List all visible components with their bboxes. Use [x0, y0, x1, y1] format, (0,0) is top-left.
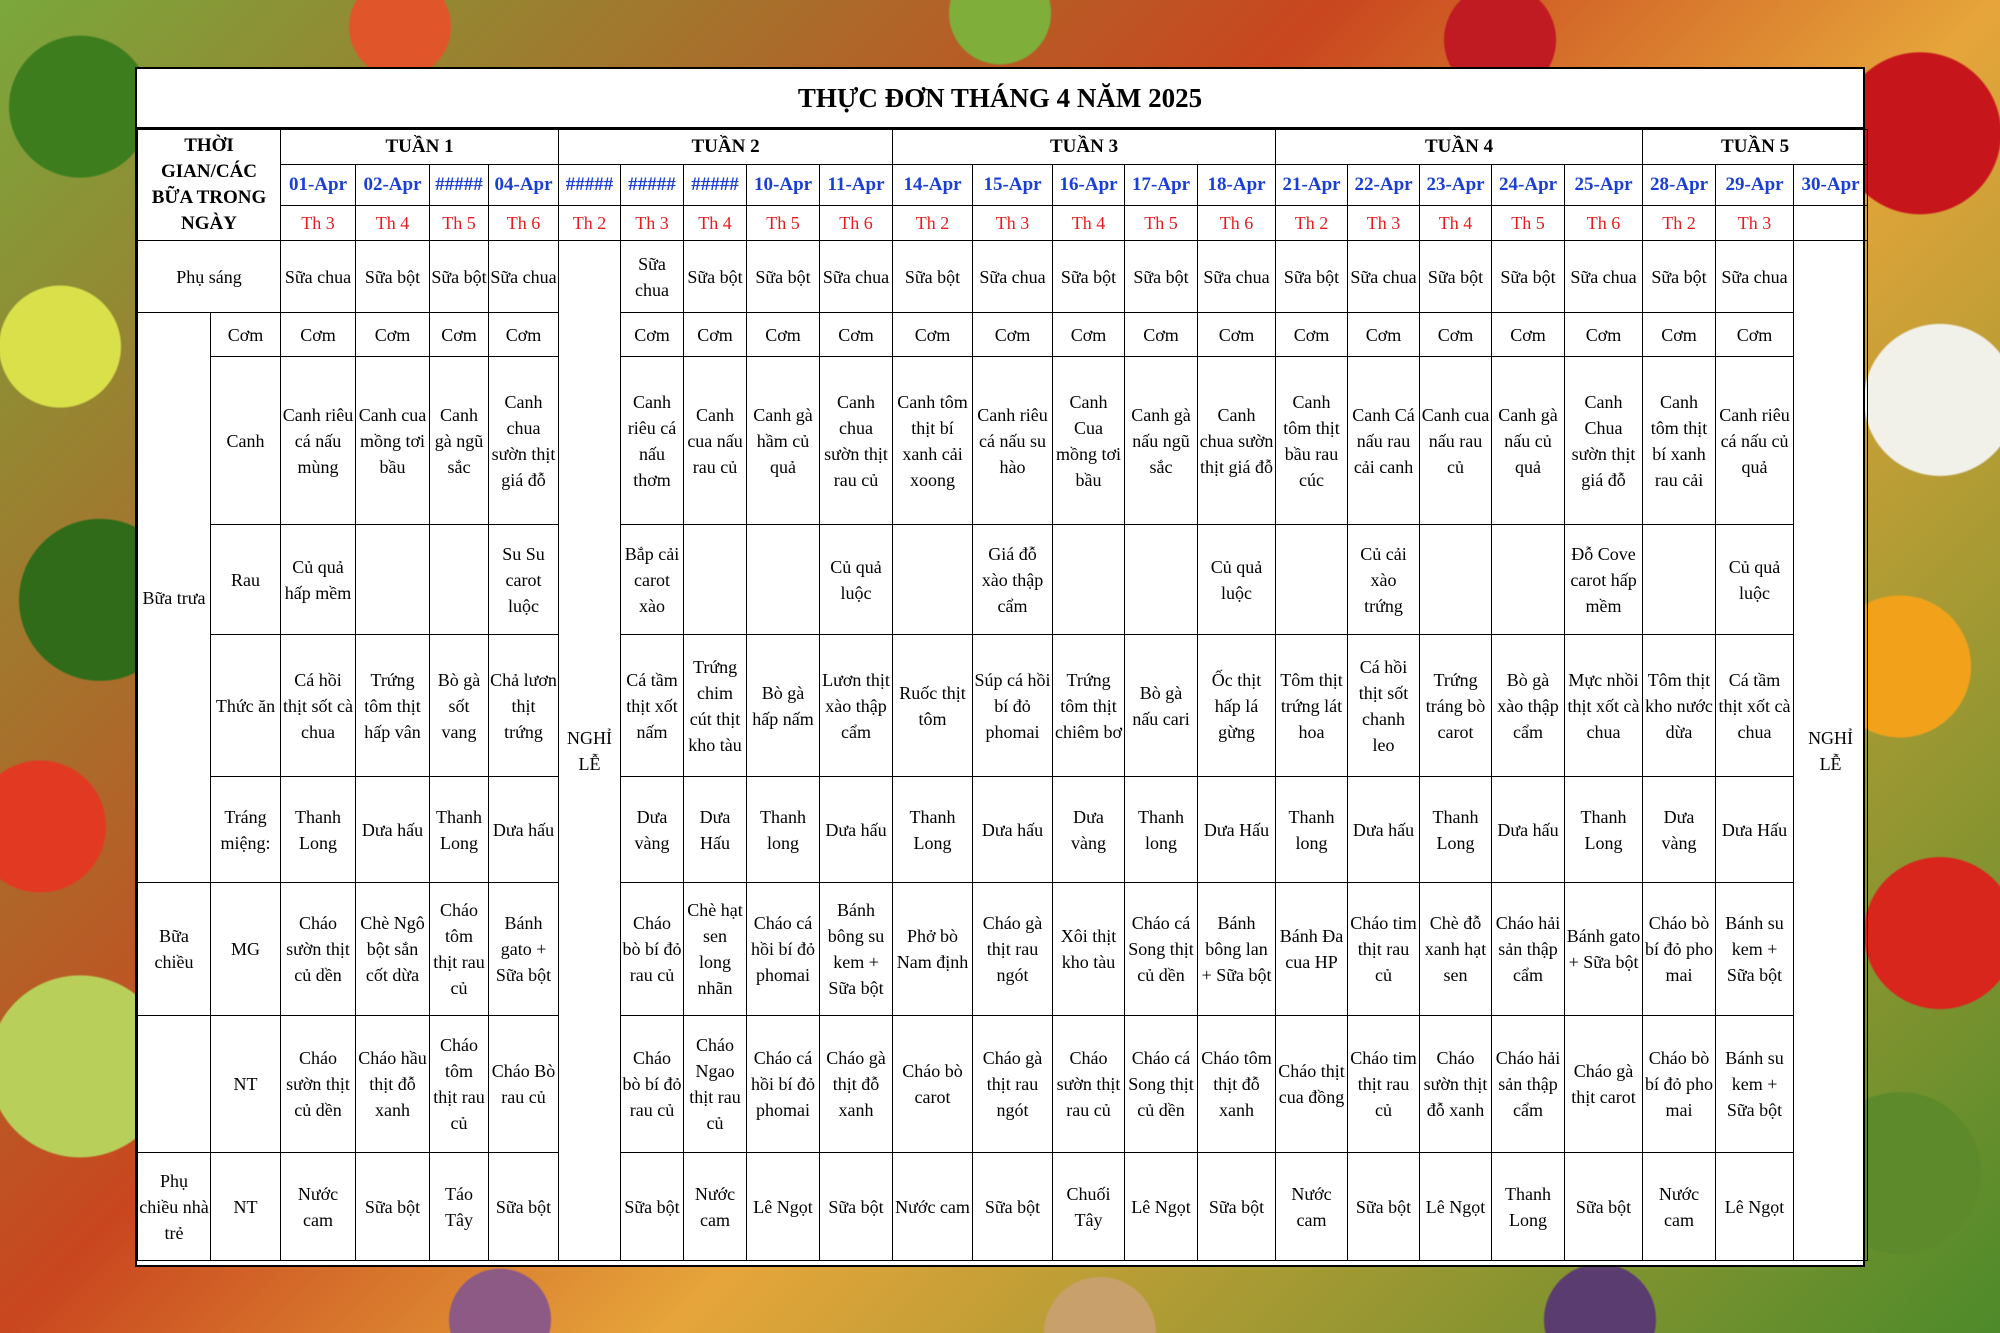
menu-cell: Canh cua nấu rau củ	[1420, 357, 1492, 525]
menu-cell: Chè đỗ xanh hạt sen	[1420, 883, 1492, 1016]
menu-cell: Canh riêu cá nấu củ quả	[1716, 357, 1794, 525]
menu-cell: Cháo tôm thịt rau củ	[430, 883, 489, 1016]
date-cell: #####	[684, 165, 747, 206]
menu-cell: Sữa chua	[1716, 241, 1794, 313]
menu-cell: Cơm	[1348, 313, 1420, 357]
menu-cell: Chè Ngô bột sắn cốt dừa	[356, 883, 430, 1016]
weekday-cell: Th 6	[1565, 206, 1643, 241]
menu-cell: Thanh Long	[430, 777, 489, 883]
menu-cell: Cháo tôm thịt đỗ xanh	[1198, 1016, 1276, 1153]
menu-cell: Chả lươn thịt trứng	[489, 635, 559, 777]
menu-cell: Cháo bò bí đỏ rau củ	[621, 1016, 684, 1153]
menu-cell: Thanh long	[1125, 777, 1198, 883]
menu-cell	[893, 525, 973, 635]
menu-cell: Thanh long	[747, 777, 820, 883]
holiday-cell: NGHỈ LỄ	[559, 241, 621, 1261]
weekday-cell	[1794, 206, 1868, 241]
weekday-cell: Th 5	[747, 206, 820, 241]
menu-cell: Canh Cua mồng tơi bầu	[1053, 357, 1125, 525]
menu-cell: Canh gà ngũ sắc	[430, 357, 489, 525]
menu-cell: Cháo sườn thịt củ dền	[281, 883, 356, 1016]
menu-cell: Phở bò Nam định	[893, 883, 973, 1016]
menu-cell: Bò gà sốt vang	[430, 635, 489, 777]
menu-cell: Cơm	[1125, 313, 1198, 357]
menu-cell: Bánh bông su kem + Sữa bột	[820, 883, 893, 1016]
week-header: TUẦN 4	[1276, 130, 1643, 165]
menu-cell: Củ quả hấp mềm	[281, 525, 356, 635]
menu-cell: Canh chua sườn thịt rau củ	[820, 357, 893, 525]
menu-cell: Sữa chua	[820, 241, 893, 313]
weekday-cell: Th 2	[893, 206, 973, 241]
weekday-cell: Th 4	[1420, 206, 1492, 241]
meal-label: Phụ sáng	[138, 241, 281, 313]
sub-label: Canh	[211, 357, 281, 525]
menu-cell: Củ cải xào trứng	[1348, 525, 1420, 635]
menu-cell: Sữa bột	[1420, 241, 1492, 313]
meal-label: Bữa chiều	[138, 883, 211, 1016]
menu-cell: Dưa hấu	[973, 777, 1053, 883]
menu-cell: Canh Cá nấu rau cải canh	[1348, 357, 1420, 525]
table-row	[138, 777, 1868, 883]
menu-cell	[1643, 525, 1716, 635]
date-cell: #####	[559, 165, 621, 206]
weekday-cell: Th 5	[1125, 206, 1198, 241]
meal-label: Phụ chiều nhà trẻ	[138, 1153, 211, 1261]
date-cell: 14-Apr	[893, 165, 973, 206]
menu-cell: Cơm	[684, 313, 747, 357]
menu-cell: Canh chua sườn thịt giá đỗ	[489, 357, 559, 525]
date-cell: 04-Apr	[489, 165, 559, 206]
menu-cell: Sữa bột	[1492, 241, 1565, 313]
menu-cell: Sữa chua	[621, 241, 684, 313]
menu-cell: Cháo hải sản thập cẩm	[1492, 1016, 1565, 1153]
menu-cell: Dưa hấu	[820, 777, 893, 883]
weekday-cell: Th 5	[430, 206, 489, 241]
menu-cell: Cơm	[430, 313, 489, 357]
date-cell: 23-Apr	[1420, 165, 1492, 206]
menu-cell: Bò gà hấp nấm	[747, 635, 820, 777]
menu-cell: Cháo thịt cua đồng	[1276, 1016, 1348, 1153]
table-row	[138, 1153, 1868, 1261]
menu-cell: Sữa bột	[1198, 1153, 1276, 1261]
date-cell: 10-Apr	[747, 165, 820, 206]
menu-cell: Sữa bột	[1125, 241, 1198, 313]
menu-cell: Sữa bột	[489, 1153, 559, 1261]
meal-label: Bữa trưa	[138, 313, 211, 883]
menu-cell: Cháo hầu thịt đỗ xanh	[356, 1016, 430, 1153]
date-cell: 30-Apr	[1794, 165, 1868, 206]
menu-cell: Lươn thịt xào thập cẩm	[820, 635, 893, 777]
menu-cell: Cháo sườn thịt rau củ	[1053, 1016, 1125, 1153]
meal-label	[138, 1016, 211, 1153]
menu-cell: Cháo cá hồi bí đỏ phomai	[747, 883, 820, 1016]
menu-cell: Canh gà hầm củ quả	[747, 357, 820, 525]
menu-cell: Canh Chua sườn thịt giá đỗ	[1565, 357, 1643, 525]
menu-cell: Nước cam	[893, 1153, 973, 1261]
menu-cell: Canh gà nấu ngũ sắc	[1125, 357, 1198, 525]
menu-cell: Súp cá hồi bí đỏ phomai	[973, 635, 1053, 777]
menu-cell: Cháo gà thịt rau ngót	[973, 1016, 1053, 1153]
date-cell: 22-Apr	[1348, 165, 1420, 206]
menu-cell: Củ quả luộc	[820, 525, 893, 635]
menu-cell: Bò gà nấu cari	[1125, 635, 1198, 777]
menu-cell: Cháo tim thịt rau củ	[1348, 883, 1420, 1016]
menu-cell: Sữa bột	[747, 241, 820, 313]
menu-cell: Cháo tim thịt rau củ	[1348, 1016, 1420, 1153]
menu-cell: Cơm	[973, 313, 1053, 357]
sub-label: NT	[211, 1016, 281, 1153]
menu-cell: Cháo cá Song thịt củ dền	[1125, 1016, 1198, 1153]
table-row	[138, 525, 1868, 635]
menu-cell: Giá đỗ xào thập cẩm	[973, 525, 1053, 635]
menu-cell: Dưa Hấu	[1198, 777, 1276, 883]
sub-label: MG	[211, 883, 281, 1016]
menu-cell: Bánh Đa cua HP	[1276, 883, 1348, 1016]
menu-cell: Cháo gà thịt rau ngót	[973, 883, 1053, 1016]
weekday-cell: Th 2	[1643, 206, 1716, 241]
menu-cell: Nước cam	[1276, 1153, 1348, 1261]
weekday-cell: Th 6	[820, 206, 893, 241]
sub-label: Rau	[211, 525, 281, 635]
weekday-cell: Th 2	[1276, 206, 1348, 241]
menu-cell: Trứng tôm thịt hấp vân	[356, 635, 430, 777]
table-row	[138, 206, 1868, 241]
menu-cell: Lê Ngọt	[1420, 1153, 1492, 1261]
weekday-cell: Th 3	[1716, 206, 1794, 241]
date-cell: #####	[621, 165, 684, 206]
date-cell: 17-Apr	[1125, 165, 1198, 206]
date-cell: 02-Apr	[356, 165, 430, 206]
menu-cell: Canh gà nấu củ quả	[1492, 357, 1565, 525]
menu-cell: Sữa bột	[1643, 241, 1716, 313]
menu-cell: Ốc thịt hấp lá gừng	[1198, 635, 1276, 777]
page-title: THỰC ĐƠN THÁNG 4 NĂM 2025	[137, 69, 1863, 129]
weekday-cell: Th 4	[356, 206, 430, 241]
menu-cell: Trứng tráng bò carot	[1420, 635, 1492, 777]
menu-cell: Sữa bột	[973, 1153, 1053, 1261]
menu-cell: Nước cam	[281, 1153, 356, 1261]
menu-cell: Bánh su kem + Sữa bột	[1716, 1016, 1794, 1153]
date-cell: 21-Apr	[1276, 165, 1348, 206]
menu-cell: Cháo bò bí đỏ pho mai	[1643, 883, 1716, 1016]
sub-label: Thức ăn	[211, 635, 281, 777]
menu-cell: Cơm	[356, 313, 430, 357]
weekday-cell: Th 4	[1053, 206, 1125, 241]
menu-cell: Bắp cải carot xào	[621, 525, 684, 635]
table-row	[138, 357, 1868, 525]
menu-cell: Táo Tây	[430, 1153, 489, 1261]
menu-cell	[1492, 525, 1565, 635]
menu-cell: Sữa bột	[684, 241, 747, 313]
menu-cell: Cháo Ngao thịt rau củ	[684, 1016, 747, 1153]
menu-cell: Cá hồi thịt sốt chanh leo	[1348, 635, 1420, 777]
menu-cell: Sữa chua	[1565, 241, 1643, 313]
menu-cell: Su Su carot luộc	[489, 525, 559, 635]
table-row	[138, 1016, 1868, 1153]
menu-cell: Cháo cá Song thịt củ dền	[1125, 883, 1198, 1016]
menu-cell	[1053, 525, 1125, 635]
menu-cell: Dưa vàng	[1643, 777, 1716, 883]
menu-cell: Cơm	[281, 313, 356, 357]
menu-cell: Cơm	[1053, 313, 1125, 357]
menu-cell: Sữa bột	[621, 1153, 684, 1261]
menu-cell: Đỗ Cove carot hấp mềm	[1565, 525, 1643, 635]
menu-cell: Cơm	[489, 313, 559, 357]
menu-cell: Sữa chua	[281, 241, 356, 313]
menu-cell: Lê Ngọt	[1716, 1153, 1794, 1261]
menu-cell: Cháo gà thịt đỗ xanh	[820, 1016, 893, 1153]
menu-cell: Cháo tôm thịt rau củ	[430, 1016, 489, 1153]
menu-cell: Canh tôm thịt bí xanh cải xoong	[893, 357, 973, 525]
corner-label: THỜI GIAN/CÁC BỮA TRONG NGÀY	[138, 130, 281, 241]
menu-cell: Tôm thịt trứng lát hoa	[1276, 635, 1348, 777]
menu-cell: Cháo Bò rau củ	[489, 1016, 559, 1153]
weekday-cell: Th 6	[489, 206, 559, 241]
weekday-cell: Th 3	[1348, 206, 1420, 241]
menu-cell: Bánh gato + Sữa bột	[489, 883, 559, 1016]
menu-cell: Cháo cá hồi bí đỏ phomai	[747, 1016, 820, 1153]
menu-cell: Canh riêu cá nấu thơm	[621, 357, 684, 525]
menu-cell: Sữa bột	[893, 241, 973, 313]
date-cell: 29-Apr	[1716, 165, 1794, 206]
menu-cell: Dưa Hấu	[684, 777, 747, 883]
menu-cell: Canh tôm thịt bầu rau cúc	[1276, 357, 1348, 525]
menu-cell: Sữa chua	[973, 241, 1053, 313]
table-row	[138, 883, 1868, 1016]
menu-cell: Cơm	[1716, 313, 1794, 357]
week-header: TUẦN 5	[1643, 130, 1868, 165]
date-cell: 15-Apr	[973, 165, 1053, 206]
menu-cell: Sữa bột	[1565, 1153, 1643, 1261]
menu-cell: Trứng tôm thịt chiêm bơ	[1053, 635, 1125, 777]
menu-table	[137, 129, 1868, 1261]
menu-cell: Sữa bột	[820, 1153, 893, 1261]
table-row	[138, 165, 1868, 206]
menu-cell: Thanh Long	[893, 777, 973, 883]
menu-cell: Sữa chua	[489, 241, 559, 313]
menu-cell: Mực nhồi thịt xốt cà chua	[1565, 635, 1643, 777]
date-cell: 16-Apr	[1053, 165, 1125, 206]
menu-cell: Cháo bò bí đỏ pho mai	[1643, 1016, 1716, 1153]
menu-cell	[1276, 525, 1348, 635]
menu-cell	[1125, 525, 1198, 635]
menu-cell: Cơm	[1198, 313, 1276, 357]
menu-cell: Lê Ngọt	[747, 1153, 820, 1261]
weekday-cell: Th 2	[559, 206, 621, 241]
table-row	[138, 130, 1868, 165]
menu-cell: Dưa vàng	[621, 777, 684, 883]
menu-cell: Cháo sườn thịt đỗ xanh	[1420, 1016, 1492, 1153]
menu-cell: Sữa bột	[1276, 241, 1348, 313]
menu-cell: Cá tầm thịt xốt nấm	[621, 635, 684, 777]
menu-cell: Lê Ngọt	[1125, 1153, 1198, 1261]
menu-cell	[684, 525, 747, 635]
weekday-cell: Th 6	[1198, 206, 1276, 241]
sub-label: NT	[211, 1153, 281, 1261]
menu-cell: Dưa vàng	[1053, 777, 1125, 883]
menu-cell: Dưa hấu	[489, 777, 559, 883]
menu-cell: Củ quả luộc	[1716, 525, 1794, 635]
menu-cell: Cháo hải sản thập cẩm	[1492, 883, 1565, 1016]
weekday-cell: Th 4	[684, 206, 747, 241]
menu-cell: Canh riêu cá nấu su hào	[973, 357, 1053, 525]
menu-cell: Dưa Hấu	[1716, 777, 1794, 883]
menu-cell: Canh chua sườn thịt giá đỗ	[1198, 357, 1276, 525]
weekday-cell: Th 3	[281, 206, 356, 241]
menu-cell: Sữa bột	[430, 241, 489, 313]
date-cell: 01-Apr	[281, 165, 356, 206]
week-header: TUẦN 1	[281, 130, 559, 165]
menu-cell: Xôi thịt kho tàu	[1053, 883, 1125, 1016]
sub-label: Cơm	[211, 313, 281, 357]
menu-cell: Thanh long	[1276, 777, 1348, 883]
menu-cell: Sữa bột	[356, 241, 430, 313]
weekday-cell: Th 3	[621, 206, 684, 241]
menu-cell: Chuối Tây	[1053, 1153, 1125, 1261]
date-cell: 25-Apr	[1565, 165, 1643, 206]
menu-cell	[430, 525, 489, 635]
menu-cell: Củ quả luộc	[1198, 525, 1276, 635]
menu-cell: Cơm	[1643, 313, 1716, 357]
menu-cell: Trứng chim cút thịt kho tàu	[684, 635, 747, 777]
menu-cell	[1420, 525, 1492, 635]
holiday-cell: NGHỈ LỄ	[1794, 241, 1868, 1261]
menu-cell: Cơm	[893, 313, 973, 357]
date-cell: #####	[430, 165, 489, 206]
menu-cell: Sữa bột	[1348, 1153, 1420, 1261]
menu-cell: Bánh bông lan + Sữa bột	[1198, 883, 1276, 1016]
menu-cell: Canh cua nấu rau củ	[684, 357, 747, 525]
menu-cell: Nước cam	[1643, 1153, 1716, 1261]
menu-cell: Ruốc thịt tôm	[893, 635, 973, 777]
menu-cell: Bò gà xào thập cẩm	[1492, 635, 1565, 777]
date-cell: 28-Apr	[1643, 165, 1716, 206]
table-row	[138, 635, 1868, 777]
table-row	[138, 241, 1868, 313]
menu-cell: Cháo bò bí đỏ rau củ	[621, 883, 684, 1016]
menu-cell: Sữa chua	[1198, 241, 1276, 313]
table-row	[138, 313, 1868, 357]
date-cell: 18-Apr	[1198, 165, 1276, 206]
menu-cell: Cá hồi thịt sốt cà chua	[281, 635, 356, 777]
menu-cell: Sữa bột	[356, 1153, 430, 1261]
menu-sheet	[135, 67, 1865, 1267]
weekday-cell: Th 3	[973, 206, 1053, 241]
menu-cell: Cơm	[1420, 313, 1492, 357]
menu-cell: Thanh Long	[281, 777, 356, 883]
menu-cell: Tôm thịt kho nước dừa	[1643, 635, 1716, 777]
menu-cell: Cơm	[621, 313, 684, 357]
menu-cell: Dưa hấu	[1492, 777, 1565, 883]
menu-cell	[747, 525, 820, 635]
menu-cell: Canh tôm thịt bí xanh rau cải	[1643, 357, 1716, 525]
menu-cell: Dưa hấu	[1348, 777, 1420, 883]
menu-cell: Dưa hấu	[356, 777, 430, 883]
menu-cell: Thanh Long	[1492, 1153, 1565, 1261]
week-header: TUẦN 2	[559, 130, 893, 165]
menu-cell: Thanh Long	[1420, 777, 1492, 883]
menu-cell: Cơm	[747, 313, 820, 357]
week-header: TUẦN 3	[893, 130, 1276, 165]
menu-cell: Bánh gato + Sữa bột	[1565, 883, 1643, 1016]
menu-cell: Cơm	[1276, 313, 1348, 357]
sub-label: Tráng miệng:	[211, 777, 281, 883]
menu-cell: Cơm	[820, 313, 893, 357]
menu-cell: Thanh Long	[1565, 777, 1643, 883]
menu-cell	[356, 525, 430, 635]
menu-cell: Cháo sườn thịt củ dền	[281, 1016, 356, 1153]
menu-cell: Sữa chua	[1348, 241, 1420, 313]
date-cell: 11-Apr	[820, 165, 893, 206]
menu-cell: Bánh su kem + Sữa bột	[1716, 883, 1794, 1016]
menu-cell: Cơm	[1492, 313, 1565, 357]
menu-cell: Canh cua mồng tơi bầu	[356, 357, 430, 525]
menu-cell: Canh riêu cá nấu mùng	[281, 357, 356, 525]
date-cell: 24-Apr	[1492, 165, 1565, 206]
menu-cell: Cơm	[1565, 313, 1643, 357]
menu-cell: Sữa bột	[1053, 241, 1125, 313]
menu-cell: Chè hạt sen long nhãn	[684, 883, 747, 1016]
weekday-cell: Th 5	[1492, 206, 1565, 241]
menu-cell: Cá tầm thịt xốt cà chua	[1716, 635, 1794, 777]
menu-cell: Nước cam	[684, 1153, 747, 1261]
menu-cell: Cháo gà thịt carot	[1565, 1016, 1643, 1153]
menu-cell: Cháo bò carot	[893, 1016, 973, 1153]
